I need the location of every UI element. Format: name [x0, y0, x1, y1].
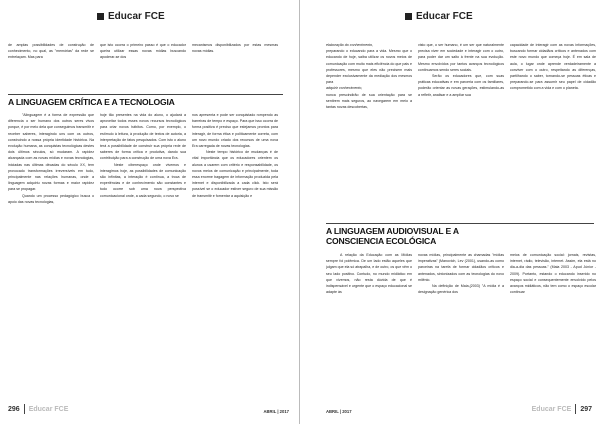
section-title-audiovisual: A LINGUAGEM AUDIOVISUAL E A CONSCIENCIA ECOLÓGICA	[326, 226, 459, 246]
header-brand: Educar FCE	[108, 11, 165, 22]
footer-left	[8, 404, 68, 414]
top-col-2: visto que, o ser humano, é um ser que naturalmente precisa viver em sociedade e interagir com o outro, para poder dar um salto à frente na sua evolução. Mesmo envolvidos por tantos avanços tecnológicos continuamos sendo seres sociais. Serão os educadores que, com suas práticas educativas e em parceria com os familiares, poderão orientar as novas gerações, estimulando-as a refletir, analisar e a ampliar sua	[418, 43, 504, 97]
header-brand: Educar FCE	[416, 11, 473, 22]
body-col-3: nos apresenta e pode ser conquistado rompendo as barreiras de tempo e espaço. Para que isso ocorra de forma positiva é preciso que estejamos prontos para interagir, de forma ética e politicamente correta, com um novo mundo criado dos recursos de uma nova Era carregada de novas tecnologias. Neste tempo histórico de mudanças é de vital importância que os educadores orientem os alunos a usarem com critério e responsabilidade, os novos meios de comunicação e principalmente, toda essa enorme bagagem de informação produzida pela internet e disponibilizada a cada click. Isto será possível se o educador estiver seguro de sua missão de transmitir e fomentar a aquisição e	[192, 113, 278, 198]
square-bullet-icon	[97, 13, 104, 20]
section-rule	[8, 94, 283, 95]
top-col-3: capacidade de interagir com as novas informações, buscando formar cidadãos críticos e antenados com este novo mundo que começa hoje. É em sala de aula, o lugar onde aprende verdadeiramente a conviver com o outro, respeitando as diferenças, partilhando o saber, tornando-se pessoas éticas e preparando-se para assumir seu papel de cidadão comprometido com a vida e com o planeta.	[510, 43, 596, 91]
page-right	[300, 0, 600, 424]
square-bullet-icon	[405, 13, 412, 20]
section-rule	[326, 223, 594, 224]
page-header-right	[405, 11, 473, 22]
footer-divider	[24, 404, 25, 414]
footer-brand: Educar FCE	[28, 405, 69, 413]
top-col-1: elaboração do conhecimento, preparando o educando para a vida. Mesmo que o educando de hoje, saiba utilizar os novos meios de comunicação com muito mais eficiência do que pais e professores, mesmo que eles não precisem mais depender exclusivamente da mediação dos mesmos para adquirir conhecimento, nunca prescindirão de sua orientação para se sentirem mais seguros, ao navegarem em meio a tantas novas descobertas,	[326, 43, 412, 110]
body-col-3: meios de comunicação social: jornais, revistas, internet, rádio, televisão, internet. Assim, ela está no dia-a-dia das pessoas." (Maia 2003 - Apud Júnior - 2009). Portanto, estando o educando inserido no espaço social e consequentemente envolvido pelos avanços midiáticos, não tem como o espaço escolar continuar	[510, 253, 596, 295]
body-col-2: novas mídias, principalmente as chamadas "mídias imperativas" (Manovich, Lev (2001), usando-as como parceiras na tarefa de formar cidadãos críticos e antenados, sintonizados com as tecnologias do novo milênio. Na definição de Maia,(2003) "A mídia é a designação genérica dos	[418, 253, 504, 295]
footer-date-right: ABRIL | 2017	[326, 409, 352, 414]
page-header-left	[97, 11, 165, 22]
page-number: 296	[8, 405, 20, 413]
footer-brand: Educar FCE	[531, 405, 572, 413]
top-col-2: que isto ocorra o primeiro passo é que o educador queira utilizar essas novas mídias buscando apoderar-se dos	[100, 43, 186, 60]
footer-right	[532, 404, 592, 414]
body-col-2: hoje tão presentes na vida do aluno, o ajudará a aproveitar todos esses novos recursos tecnológicos para criar novos hábitos. Como, por exemplo, o estímulo à leitura, à produção de textos de autoria, a interpretação de fatos pesquisados. Com isto o aluno terá a possibilidade de construir sua própria rede de saberes de forma crítica e produtiva, dando sua contribuição para a construção de uma nova Era. Neste ciberespaço onde vivemos e interagimos hoje, as possibilidades de comunicação são infinitas, a interação é contínua, a troca de experiências e de conhecimento são constantes e tudo ocorre sob uma nova perspectiva comunicacional onde, a cada segundo, o novo se	[100, 113, 186, 198]
section-title-critica: A LINGUAGEM CRÍTICA E A TECNOLOGIA	[8, 97, 175, 107]
page-number: 297	[580, 405, 592, 413]
footer-divider	[575, 404, 576, 414]
body-col-1: "Alinguagem é a forma de expressão que diferencia o ser humano dos outros seres vivos porque, é por meio dela que conseguimos transmitir e receber saberes, interagindo uns com os outros, construindo a nossa própria identidade histórica. Na evolução humana, as conquistas tecnológicas destes dois últimos séculos, só mudaram. A rapidez alcançada com as novas mídias e novas tecnologias, iniciadas nas últimas décadas do século XX, tem provocado transformações irreversíveis em tudo, principalmente nas relações humanas, onde a linguagem adquiriu novas formas e maior rapidez para se propagar. Quando um processo pedagógico busca o apoio das novas tecnologias,	[8, 113, 94, 204]
top-col-3: mecanismos disponibilizados por estas mesmas novas mídias.	[192, 43, 278, 54]
body-col-1: A relação da Educação com as Mídias sempre foi polêmica. De um lado estão aqueles que julgam que ela só atrapalha, e de outro, os que vêm o seu lado positivo. Contudo, no mundo midiático em que vivemos, não resta dúvida de que é indispensável e urgente que o espaço educacional se adapte às	[326, 253, 412, 295]
footer-date-left: ABRIL | 2017	[263, 409, 289, 414]
top-col-1: de amplas possibilidades de construção de conhecimento, no qual, as "memórias" da rede se entrelaçam. Mas para	[8, 43, 94, 60]
